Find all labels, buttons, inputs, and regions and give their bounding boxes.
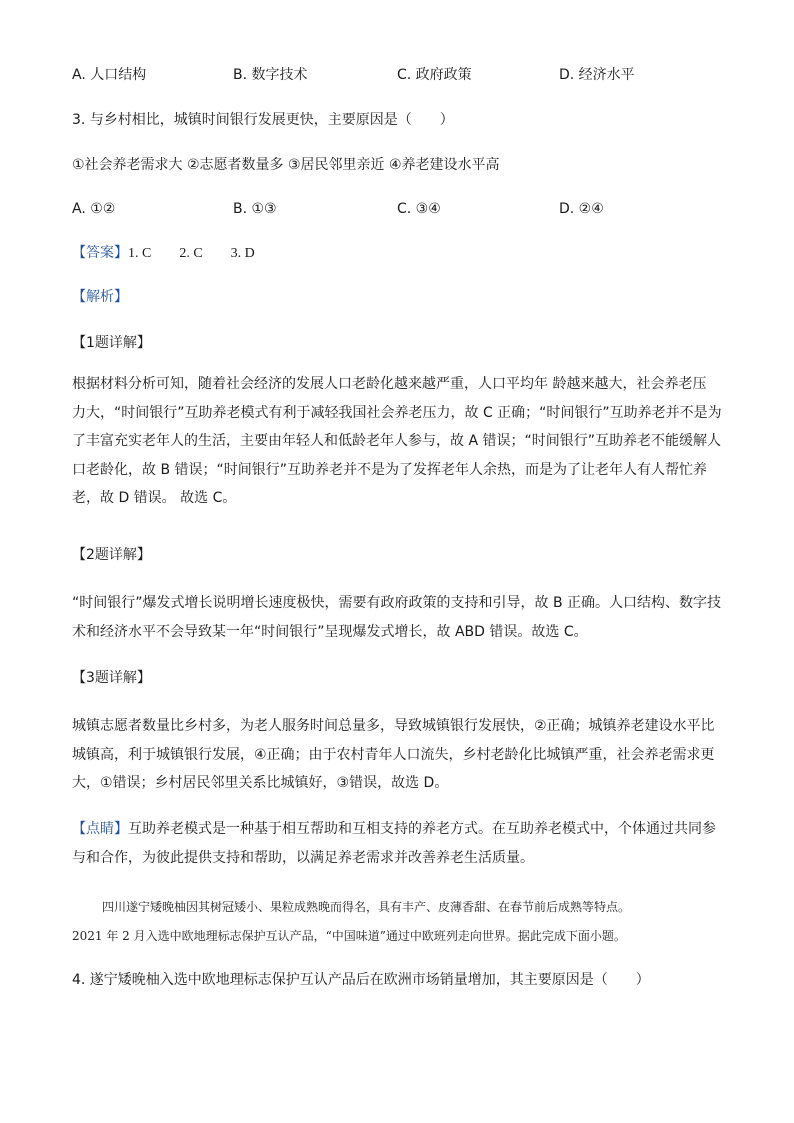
q4-stem: 4. 遂宁矮晚柚入选中欧地理标志保护互认产品后在欧洲市场销量增加，其主要原因是（ ） — [72, 972, 650, 988]
detail-1-line: 了丰富充实老年人的生活，主要由年轻人和低龄老年人参与，故 A 错误；“时间银行”互助养老不能缓解人 — [72, 433, 721, 449]
detail-3-line: 城镇高，利于城镇银行发展，④正确；由于农村青年人口流失，乡村老龄化比城镇严重，社会养老需求更 — [72, 746, 715, 763]
answer-line — [72, 244, 255, 263]
detail-2-line: 术和经济水平不会导致某一年“时间银行”呈现爆发式增长，故 ABD 错误。故选 C。 — [72, 623, 588, 640]
comment-text-2: 与和合作，为彼此提供支持和帮助，以满足养老需求并改善养老生活质量。 — [72, 849, 534, 866]
comment-paragraph — [72, 815, 724, 872]
q3-option-c: C. ③④ — [397, 201, 441, 217]
q2-option-a: A. 人口结构 — [72, 67, 147, 83]
detail-1-paragraph — [72, 370, 724, 513]
detail-3-paragraph — [72, 712, 724, 798]
detail-1-line: 老，故 D 错误。 故选 C。 — [72, 490, 237, 506]
material-line-1: 四川遂宁矮晚柚因其树冠矮小、果粒成熟晚而得名，具有丰产、皮薄香甜、在春节前后成熟等特点。 — [102, 900, 631, 914]
detail-3-tag: 【3题详解】 — [72, 670, 151, 686]
q2-option-c: C. 政府政策 — [397, 67, 472, 83]
detail-1-line: 口老龄化，故 B 错误；“时间银行”互助养老并不是为了发挥老年人余热，而是为了让老年人有人帮忙养 — [72, 461, 708, 478]
material-line-2: 2021 年 2 月入选中欧地理标志保护互认产品，“中国味道”通过中欧班列走向世界。据此完成下面小题。 — [72, 929, 626, 943]
answer-text: 1. C 2. C 3. D — [128, 246, 255, 261]
q3-option-b: B. ①③ — [233, 201, 277, 217]
answer-tag: 【答案】 — [72, 245, 128, 261]
q3-stem: 3. 与乡村相比，城镇时间银行发展更快，主要原因是（ ） — [72, 112, 454, 128]
q2-option-d: D. 经济水平 — [559, 67, 635, 83]
detail-2-line: “时间银行”爆发式增长说明增长速度极快，需要有政府政策的支持和引导，故 B 正确。人口结构、数字技 — [72, 595, 722, 611]
detail-1-line: 力大，“时间银行”互助养老模式有利于减轻我国社会养老压力，故 C 正确；“时间银行”互助养老并不是为 — [72, 404, 722, 421]
detail-1-line: 根据材料分析可知，随着社会经济的发展人口老龄化越来越严重，人口平均年 龄越来越大，社会养老压 — [72, 376, 707, 392]
detail-2-tag: 【2题详解】 — [72, 547, 151, 563]
detail-1-tag: 【1题详解】 — [72, 335, 151, 351]
q3-option-a: A. ①② — [72, 201, 116, 217]
q3-items: ①社会养老需求大 ②志愿者数量多 ③居民邻里亲近 ④养老建设水平高 — [72, 157, 500, 173]
comment-tag: 【点睛】 — [72, 821, 128, 837]
analysis-tag: 【解析】 — [72, 289, 128, 305]
comment-text-1: 互助养老模式是一种基于相互帮助和互相支持的养老方式。在互助养老模式中，个体通过共同参 — [128, 821, 716, 837]
q2-option-b: B. 数字技术 — [233, 67, 308, 83]
detail-3-line: 大，①错误；乡村居民邻里关系比城镇好，③错误，故选 D。 — [72, 775, 449, 791]
comment-first-line — [72, 815, 724, 844]
detail-2-paragraph — [72, 589, 724, 646]
detail-3-line: 城镇志愿者数量比乡村多，为老人服务时间总量多，导致城镇银行发展快，②正确；城镇养老建设水平比 — [72, 718, 715, 734]
q3-option-d: D. ②④ — [559, 201, 604, 217]
